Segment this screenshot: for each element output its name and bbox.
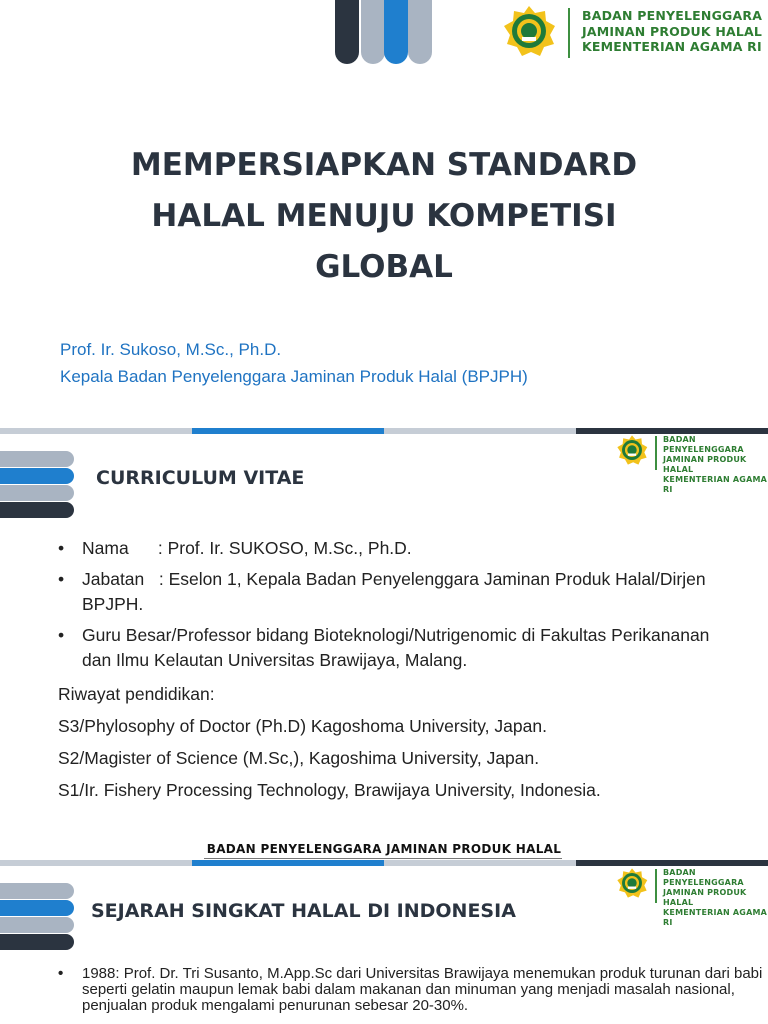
- agency-line-2: JAMINAN PRODUK HALAL: [663, 455, 747, 474]
- side-pill: [0, 934, 74, 950]
- education-heading: Riwayat pendidikan:: [58, 684, 215, 704]
- separator-segment: [384, 860, 576, 866]
- agency-name: [582, 8, 762, 55]
- title-line-1: MEMPERSIAPKAN STANDARD: [130, 147, 638, 183]
- education-item: S1/Ir. Fishery Processing Technology, Brawijaya University, Indonesia.: [58, 780, 601, 800]
- bullet: •: [58, 538, 65, 558]
- bullet: •: [58, 625, 65, 645]
- agency-line-2: JAMINAN PRODUK HALAL: [582, 23, 763, 39]
- agency-line-1: BADAN PENYELENGGARA: [663, 868, 744, 887]
- logo-divider: [568, 8, 570, 58]
- side-pill: [0, 485, 74, 501]
- section-title: CURRICULUM VITAE: [96, 467, 305, 489]
- cv-item-text: Jabatan : Eselon 1, Kepala Badan Penyelenggara Jaminan Produk Halal/Dirjen BPJPH.: [82, 569, 711, 614]
- cv-item-text: Nama : Prof. Ir. SUKOSO, M.Sc., Ph.D.: [82, 538, 412, 558]
- separator-segment: [192, 860, 384, 866]
- agency-line-3: KEMENTERIAN AGAMA RI: [663, 908, 768, 927]
- kemenag-emblem-icon: [615, 867, 649, 899]
- side-pill: [0, 900, 74, 916]
- agency-name: [663, 435, 768, 495]
- decor-bar-gray-2: [408, 0, 432, 64]
- cv-item-text: Guru Besar/Professor bidang Bioteknologi/Nutrigenomic di Fakultas Perikananan dan Ilmu Kelautan Universitas Brawijaya, Malang.: [82, 625, 710, 670]
- agency-name: [663, 868, 768, 928]
- logo-divider: [655, 436, 657, 470]
- list-item: [58, 536, 738, 561]
- side-pill: [0, 468, 74, 484]
- kemenag-emblem-icon: [615, 434, 649, 466]
- side-pill: [0, 917, 74, 933]
- bullet: •: [58, 965, 64, 982]
- slide-footer: BADAN PENYELENGGARA JAMINAN PRODUK HALAL: [206, 842, 562, 856]
- presentation-title: [60, 140, 708, 293]
- presenter-role: Kepala Badan Penyelenggara Jaminan Produk Halal (BPJPH): [60, 367, 528, 386]
- separator-segment: [384, 428, 576, 434]
- separator-segment: [0, 428, 192, 434]
- agency-line-2: JAMINAN PRODUK HALAL: [663, 888, 747, 907]
- agency-line-3: KEMENTERIAN AGAMA RI: [663, 475, 768, 494]
- kemenag-emblem-icon: [500, 4, 558, 58]
- title-line-3: GLOBAL: [315, 249, 453, 285]
- agency-line-3: KEMENTERIAN AGAMA RI: [582, 39, 762, 55]
- decor-bar-dark: [335, 0, 359, 64]
- bullet: •: [58, 569, 65, 589]
- presenter-name: Prof. Ir. Sukoso, M.Sc., Ph.D.: [60, 340, 282, 359]
- title-line-2: HALAL MENUJU KOMPETISI: [151, 198, 617, 234]
- section-title: SEJARAH SINGKAT HALAL DI INDONESIA: [91, 900, 516, 922]
- separator-segment: [0, 860, 192, 866]
- decor-bar-blue: [384, 0, 408, 64]
- decor-bar-gray: [361, 0, 385, 64]
- list-item: [58, 567, 738, 617]
- footer-underline: [204, 858, 562, 859]
- logo-divider: [655, 869, 657, 903]
- separator-segment: [576, 860, 768, 866]
- side-pill: [0, 451, 74, 467]
- education-item: S3/Phylosophy of Doctor (Ph.D) Kagoshoma University, Japan.: [58, 716, 547, 736]
- cv-list: [58, 536, 738, 679]
- history-item-text: 1988: Prof. Dr. Tri Susanto, M.App.Sc dari Universitas Brawijaya menemukan produk turunan dari babi seperti gelatin maupun lemak babi dalam makanan dan minuman yang menjadi masalah nasional, penjualan produk mengalami penurunan sebesar 20-30%.: [82, 965, 763, 1014]
- separator-segment: [576, 428, 768, 434]
- list-item: [58, 966, 768, 1014]
- separator-segment: [192, 428, 384, 434]
- side-pill: [0, 502, 74, 518]
- agency-line-1: BADAN PENYELENGGARA: [582, 8, 763, 23]
- list-item: [58, 623, 738, 673]
- education-item: S2/Magister of Science (M.Sc,), Kagoshima University, Japan.: [58, 748, 540, 768]
- agency-line-1: BADAN PENYELENGGARA: [663, 435, 744, 454]
- side-pill: [0, 883, 74, 899]
